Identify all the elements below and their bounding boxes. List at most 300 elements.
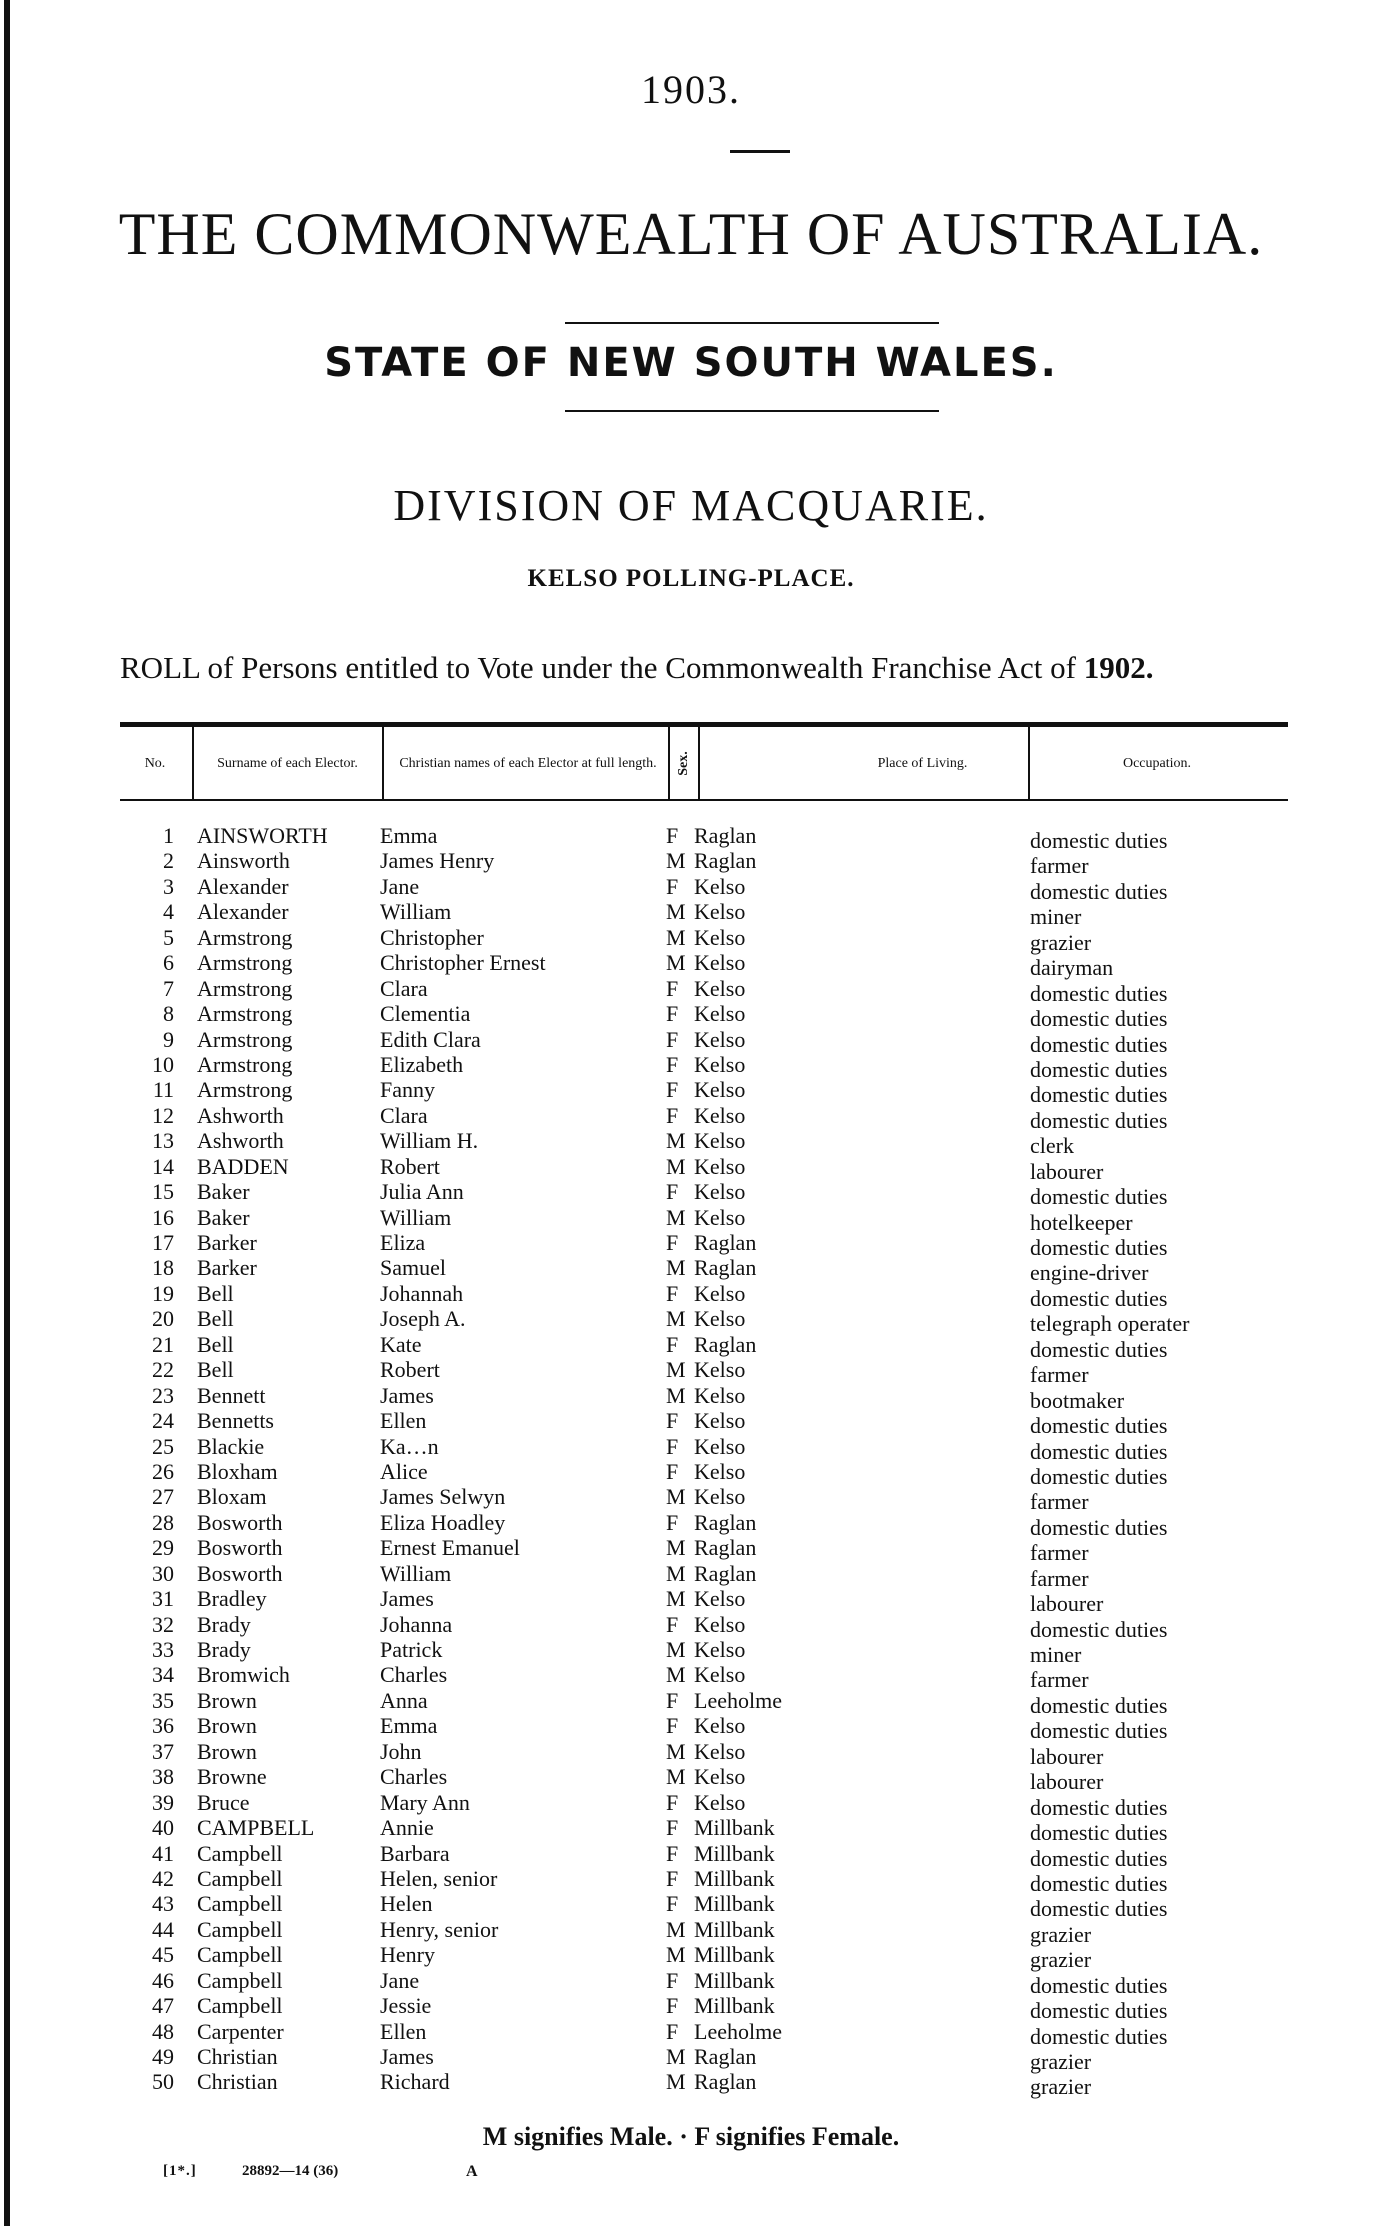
elector-number: 47 bbox=[152, 1993, 174, 2019]
table-row bbox=[0, 1764, 1382, 1795]
elector-number: 48 bbox=[152, 2018, 174, 2044]
elector-christian-names: Helen, senior bbox=[380, 1865, 498, 1891]
elector-occupation: domestic duties bbox=[1030, 1463, 1168, 1489]
elector-place-of-living: Kelso bbox=[694, 873, 746, 899]
elector-place-of-living: Kelso bbox=[694, 1586, 746, 1612]
elector-sex: M bbox=[666, 1382, 686, 1408]
elector-occupation: domestic duties bbox=[1030, 1998, 1168, 2024]
elector-surname: Bell bbox=[197, 1306, 234, 1332]
elector-occupation: labourer bbox=[1030, 1591, 1104, 1617]
elector-christian-names: Ellen bbox=[380, 2018, 427, 2044]
elector-place-of-living: Kelso bbox=[694, 1179, 746, 1205]
elector-number: 39 bbox=[152, 1789, 174, 1815]
elector-christian-names: Elizabeth bbox=[380, 1051, 464, 1077]
division-heading: DIVISION OF MACQUARIE. bbox=[393, 481, 989, 530]
elector-sex: F bbox=[666, 1230, 679, 1255]
elector-number: 13 bbox=[152, 1128, 174, 1154]
elector-surname: Brady bbox=[197, 1637, 251, 1662]
table-row bbox=[0, 1128, 1382, 1159]
elector-place-of-living: Kelso bbox=[694, 950, 746, 976]
year-dash bbox=[730, 150, 790, 153]
elector-occupation: domestic duties bbox=[1030, 1336, 1168, 1362]
elector-place-of-living: Millbank bbox=[694, 1891, 775, 1917]
elector-christian-names: Emma bbox=[380, 1713, 438, 1739]
elector-surname: Bennetts bbox=[197, 1408, 274, 1434]
roll-heading-year: 1902. bbox=[1083, 650, 1154, 685]
signature-mark: A bbox=[466, 2163, 478, 2180]
elector-place-of-living: Leeholme bbox=[694, 1687, 782, 1713]
elector-number: 7 bbox=[163, 975, 174, 1001]
elector-sex: M bbox=[666, 2044, 686, 2069]
elector-occupation: domestic duties bbox=[1030, 828, 1168, 853]
elector-surname: Alexander bbox=[197, 873, 289, 899]
title-rule-top bbox=[565, 322, 939, 324]
elector-number: 5 bbox=[163, 924, 174, 950]
elector-place-of-living: Kelso bbox=[694, 1102, 746, 1128]
elector-place-of-living: Raglan bbox=[694, 1230, 757, 1255]
elector-christian-names: James bbox=[380, 1382, 434, 1408]
elector-sex: F bbox=[666, 1993, 679, 2019]
elector-surname: Brown bbox=[197, 1687, 257, 1713]
table-row bbox=[0, 1942, 1382, 1973]
roll-heading-text: of Persons entitled to Vote under the Commonwealth Franchise Act of bbox=[207, 650, 1076, 685]
elector-occupation: dairyman bbox=[1030, 955, 1114, 981]
table-row bbox=[0, 1458, 1382, 1489]
elector-christian-names: Henry, senior bbox=[380, 1916, 499, 1942]
header-sex: Sex. bbox=[675, 750, 691, 776]
elector-number: 3 bbox=[163, 873, 174, 899]
elector-number: 22 bbox=[152, 1357, 174, 1383]
elector-number: 15 bbox=[152, 1179, 174, 1205]
elector-sex: F bbox=[666, 1458, 679, 1484]
table-row bbox=[0, 1408, 1382, 1439]
elector-place-of-living: Raglan bbox=[694, 1331, 757, 1357]
roll-heading-lead: ROLL bbox=[120, 650, 200, 685]
elector-place-of-living: Millbank bbox=[694, 1967, 775, 1993]
elector-number: 8 bbox=[163, 1001, 174, 1027]
elector-surname: Campbell bbox=[197, 1916, 283, 1942]
elector-surname: Bruce bbox=[197, 1789, 250, 1815]
elector-christian-names: James Henry bbox=[380, 848, 495, 874]
elector-sex: F bbox=[666, 1331, 679, 1357]
elector-surname: Campbell bbox=[197, 1891, 283, 1917]
elector-surname: Browne bbox=[197, 1764, 267, 1790]
table-row bbox=[0, 1560, 1382, 1591]
elector-sex: F bbox=[666, 1001, 679, 1027]
table-row bbox=[0, 1687, 1382, 1718]
elector-place-of-living: Kelso bbox=[694, 1357, 746, 1383]
elector-surname: Bromwich bbox=[197, 1662, 290, 1688]
elector-number: 36 bbox=[152, 1713, 174, 1739]
printer-code: 28892—14 (36) bbox=[242, 2163, 339, 2179]
table-row bbox=[0, 1713, 1382, 1744]
elector-surname: Baker bbox=[197, 1179, 250, 1205]
elector-sex: M bbox=[666, 1942, 686, 1968]
table-row bbox=[0, 1077, 1382, 1108]
document-year: 1903. bbox=[641, 67, 741, 112]
document-title: THE COMMONWEALTH OF AUSTRALIA. bbox=[118, 201, 1264, 267]
elector-number: 43 bbox=[152, 1891, 174, 1917]
elector-place-of-living: Kelso bbox=[694, 924, 746, 950]
elector-place-of-living: Kelso bbox=[694, 1637, 746, 1662]
elector-christian-names: Ellen bbox=[380, 1408, 427, 1434]
table-row bbox=[0, 1586, 1382, 1617]
elector-sex: M bbox=[666, 1153, 686, 1179]
elector-surname: Barker bbox=[197, 1255, 257, 1281]
elector-surname: Bennett bbox=[197, 1382, 266, 1408]
elector-occupation: domestic duties bbox=[1030, 1006, 1168, 1032]
elector-place-of-living: Kelso bbox=[694, 1484, 746, 1510]
elector-place-of-living: Millbank bbox=[694, 1942, 775, 1968]
elector-occupation: domestic duties bbox=[1030, 1413, 1168, 1439]
table-row bbox=[0, 1916, 1382, 1947]
elector-surname: Armstrong bbox=[197, 1026, 293, 1052]
elector-surname: Armstrong bbox=[197, 1077, 293, 1103]
elector-surname: Armstrong bbox=[197, 1051, 293, 1077]
table-row bbox=[0, 1535, 1382, 1566]
elector-sex: F bbox=[666, 1687, 679, 1713]
elector-sex: M bbox=[666, 1204, 686, 1230]
elector-surname: Bell bbox=[197, 1357, 234, 1383]
elector-occupation: domestic duties bbox=[1030, 878, 1168, 904]
elector-surname: Bosworth bbox=[197, 1560, 283, 1586]
elector-sex: F bbox=[666, 873, 679, 899]
elector-number: 25 bbox=[152, 1433, 174, 1459]
elector-place-of-living: Kelso bbox=[694, 1026, 746, 1052]
elector-occupation: clerk bbox=[1030, 1133, 1074, 1159]
elector-christian-names: Patrick bbox=[380, 1637, 443, 1662]
elector-rows bbox=[0, 823, 1382, 2100]
elector-number: 6 bbox=[163, 950, 174, 976]
elector-place-of-living: Raglan bbox=[694, 823, 757, 848]
elector-occupation: grazier bbox=[1030, 1947, 1092, 1973]
elector-number: 2 bbox=[163, 848, 174, 874]
elector-place-of-living: Kelso bbox=[694, 1611, 746, 1637]
table-row bbox=[0, 1993, 1382, 2024]
table-row bbox=[0, 1815, 1382, 1846]
elector-christian-names: Ka…n bbox=[380, 1433, 439, 1459]
elector-number: 31 bbox=[152, 1586, 174, 1612]
elector-surname: AINSWORTH bbox=[197, 823, 328, 848]
elector-place-of-living: Kelso bbox=[694, 1051, 746, 1077]
elector-christian-names: James bbox=[380, 1586, 434, 1612]
elector-christian-names: Joseph A. bbox=[380, 1306, 466, 1332]
elector-christian-names: Jessie bbox=[380, 1993, 432, 2019]
elector-christian-names: Fanny bbox=[380, 1077, 435, 1103]
table-row bbox=[0, 899, 1382, 930]
elector-place-of-living: Kelso bbox=[694, 1153, 746, 1179]
elector-surname: Alexander bbox=[197, 899, 289, 925]
elector-occupation: domestic duties bbox=[1030, 1718, 1168, 1744]
elector-christian-names: William bbox=[380, 899, 452, 925]
elector-surname: Campbell bbox=[197, 1840, 283, 1866]
elector-christian-names: Richard bbox=[380, 2069, 450, 2095]
elector-sex: F bbox=[666, 1433, 679, 1459]
elector-sex: M bbox=[666, 899, 686, 925]
elector-surname: Campbell bbox=[197, 1865, 283, 1891]
table-row bbox=[0, 1051, 1382, 1082]
table-row bbox=[0, 1331, 1382, 1362]
elector-sex: M bbox=[666, 2069, 686, 2095]
table-row bbox=[0, 1484, 1382, 1515]
elector-surname: Brady bbox=[197, 1611, 251, 1637]
elector-sex: F bbox=[666, 1840, 679, 1866]
elector-sex: M bbox=[666, 1535, 686, 1561]
elector-number: 28 bbox=[152, 1509, 174, 1535]
elector-place-of-living: Kelso bbox=[694, 1280, 746, 1306]
table-row bbox=[0, 1357, 1382, 1388]
elector-occupation: domestic duties bbox=[1030, 1896, 1168, 1922]
elector-occupation: farmer bbox=[1030, 1489, 1089, 1515]
header-place: Place of Living. bbox=[877, 755, 968, 771]
elector-number: 33 bbox=[152, 1637, 174, 1662]
elector-number: 10 bbox=[152, 1051, 174, 1077]
elector-number: 40 bbox=[152, 1815, 174, 1841]
elector-surname: Ashworth bbox=[197, 1102, 284, 1128]
elector-number: 41 bbox=[152, 1840, 174, 1866]
elector-surname: Campbell bbox=[197, 1993, 283, 2019]
table-row bbox=[0, 1865, 1382, 1896]
elector-place-of-living: Millbank bbox=[694, 1840, 775, 1866]
elector-place-of-living: Millbank bbox=[694, 1865, 775, 1891]
elector-occupation: farmer bbox=[1030, 1540, 1089, 1566]
elector-sex: M bbox=[666, 1484, 686, 1510]
roll-heading bbox=[120, 650, 1280, 686]
printer-mark: [1*.] bbox=[163, 2163, 197, 2179]
elector-occupation: labourer bbox=[1030, 1743, 1104, 1769]
elector-christian-names: William H. bbox=[380, 1128, 479, 1154]
elector-place-of-living: Kelso bbox=[694, 1128, 746, 1154]
elector-place-of-living: Kelso bbox=[694, 1764, 746, 1790]
elector-christian-names: William bbox=[380, 1204, 452, 1230]
elector-occupation: domestic duties bbox=[1030, 1616, 1168, 1642]
elector-surname: Bosworth bbox=[197, 1535, 283, 1561]
elector-place-of-living: Kelso bbox=[694, 1458, 746, 1484]
table-row bbox=[0, 1204, 1382, 1235]
table-row bbox=[0, 1509, 1382, 1540]
elector-place-of-living: Kelso bbox=[694, 1382, 746, 1408]
elector-occupation: domestic duties bbox=[1030, 1514, 1168, 1540]
elector-place-of-living: Raglan bbox=[694, 2044, 757, 2069]
elector-sex: F bbox=[666, 1891, 679, 1917]
elector-number: 20 bbox=[152, 1306, 174, 1332]
elector-occupation: domestic duties bbox=[1030, 1845, 1168, 1871]
elector-surname: Bradley bbox=[197, 1586, 267, 1612]
elector-christian-names: Annie bbox=[380, 1815, 434, 1841]
elector-number: 4 bbox=[163, 899, 174, 925]
table-row bbox=[0, 1001, 1382, 1032]
elector-sex: M bbox=[666, 1306, 686, 1332]
elector-place-of-living: Kelso bbox=[694, 1408, 746, 1434]
elector-sex: F bbox=[666, 1077, 679, 1103]
elector-place-of-living: Raglan bbox=[694, 1560, 757, 1586]
elector-sex: M bbox=[666, 1128, 686, 1154]
elector-sex: F bbox=[666, 823, 679, 848]
elector-christian-names: Clementia bbox=[380, 1001, 471, 1027]
elector-occupation: domestic duties bbox=[1030, 1794, 1168, 1820]
table-row bbox=[0, 1153, 1382, 1184]
elector-sex: M bbox=[666, 1586, 686, 1612]
elector-number: 27 bbox=[152, 1484, 174, 1510]
elector-place-of-living: Kelso bbox=[694, 1001, 746, 1027]
elector-christian-names: Kate bbox=[380, 1331, 422, 1357]
elector-place-of-living: Leeholme bbox=[694, 2018, 782, 2044]
elector-sex: F bbox=[666, 1713, 679, 1739]
table-row bbox=[0, 1789, 1382, 1820]
elector-occupation: domestic duties bbox=[1030, 980, 1168, 1006]
elector-number: 23 bbox=[152, 1382, 174, 1408]
elector-place-of-living: Kelso bbox=[694, 899, 746, 925]
elector-christian-names: Mary Ann bbox=[380, 1789, 470, 1815]
elector-sex: M bbox=[666, 1738, 686, 1764]
elector-number: 26 bbox=[152, 1458, 174, 1484]
elector-number: 24 bbox=[152, 1408, 174, 1434]
elector-surname: Bloxam bbox=[197, 1484, 267, 1510]
elector-surname: Brown bbox=[197, 1738, 257, 1764]
table-row bbox=[0, 1662, 1382, 1693]
elector-occupation: domestic duties bbox=[1030, 1107, 1168, 1133]
table-row bbox=[0, 2069, 1382, 2100]
elector-christian-names: Jane bbox=[380, 1967, 420, 1993]
elector-surname: Baker bbox=[197, 1204, 250, 1230]
elector-sex: F bbox=[666, 1102, 679, 1128]
elector-place-of-living: Kelso bbox=[694, 1738, 746, 1764]
table-row bbox=[0, 924, 1382, 955]
elector-number: 45 bbox=[152, 1942, 174, 1968]
elector-occupation: domestic duties bbox=[1030, 1031, 1168, 1057]
elector-surname: Armstrong bbox=[197, 924, 293, 950]
elector-sex: M bbox=[666, 1662, 686, 1688]
header-divider bbox=[192, 727, 194, 799]
elector-christian-names: James bbox=[380, 2044, 434, 2069]
elector-occupation: domestic duties bbox=[1030, 1820, 1168, 1846]
elector-christian-names: Christopher bbox=[380, 924, 484, 950]
elector-christian-names: Samuel bbox=[380, 1255, 446, 1281]
elector-christian-names: Charles bbox=[380, 1662, 448, 1688]
elector-christian-names: Eliza Hoadley bbox=[380, 1509, 506, 1535]
table-row bbox=[0, 1738, 1382, 1769]
elector-occupation: telegraph operater bbox=[1030, 1311, 1190, 1337]
elector-christian-names: Emma bbox=[380, 823, 438, 848]
table-row bbox=[0, 1637, 1382, 1667]
elector-surname: Barker bbox=[197, 1230, 257, 1255]
elector-sex: M bbox=[666, 1637, 686, 1662]
table-row bbox=[0, 1840, 1382, 1871]
title-rule-bottom bbox=[565, 410, 939, 412]
elector-occupation: domestic duties bbox=[1030, 2023, 1168, 2049]
table-row bbox=[0, 848, 1382, 879]
table-row bbox=[0, 1026, 1382, 1057]
elector-occupation: farmer bbox=[1030, 853, 1089, 879]
elector-occupation: labourer bbox=[1030, 1769, 1104, 1795]
elector-number: 29 bbox=[152, 1535, 174, 1561]
elector-christian-names: Johannah bbox=[380, 1280, 464, 1306]
table-row bbox=[0, 1611, 1382, 1642]
elector-sex: M bbox=[666, 848, 686, 874]
elector-number: 37 bbox=[152, 1738, 174, 1764]
elector-occupation: farmer bbox=[1030, 1565, 1089, 1591]
elector-number: 12 bbox=[152, 1102, 174, 1128]
elector-place-of-living: Raglan bbox=[694, 1535, 757, 1561]
elector-occupation: domestic duties bbox=[1030, 1285, 1168, 1311]
state-heading: STATE OF NEW SOUTH WALES. bbox=[324, 340, 1058, 386]
elector-occupation: grazier bbox=[1030, 1921, 1092, 1947]
elector-occupation: domestic duties bbox=[1030, 1082, 1168, 1108]
elector-christian-names: Edith Clara bbox=[380, 1026, 481, 1052]
elector-sex: F bbox=[666, 1408, 679, 1434]
elector-place-of-living: Kelso bbox=[694, 975, 746, 1001]
elector-place-of-living: Millbank bbox=[694, 1916, 775, 1942]
table-row bbox=[0, 975, 1382, 1006]
elector-number: 44 bbox=[152, 1916, 174, 1942]
table-row bbox=[0, 2044, 1382, 2074]
table-row bbox=[0, 823, 1382, 853]
elector-occupation: grazier bbox=[1030, 929, 1092, 955]
elector-christian-names: Johanna bbox=[380, 1611, 453, 1637]
elector-place-of-living: Kelso bbox=[694, 1789, 746, 1815]
table-row bbox=[0, 1280, 1382, 1311]
elector-occupation: domestic duties bbox=[1030, 1692, 1168, 1718]
elector-sex: M bbox=[666, 1916, 686, 1942]
elector-occupation: domestic duties bbox=[1030, 1438, 1168, 1464]
elector-number: 30 bbox=[152, 1560, 174, 1586]
elector-christian-names: Clara bbox=[380, 1102, 428, 1128]
elector-christian-names: Clara bbox=[380, 975, 428, 1001]
elector-christian-names: Anna bbox=[380, 1687, 428, 1713]
elector-occupation: grazier bbox=[1030, 2049, 1092, 2074]
elector-occupation: farmer bbox=[1030, 1362, 1089, 1388]
elector-christian-names: John bbox=[380, 1738, 422, 1764]
elector-surname: BADDEN bbox=[197, 1153, 289, 1179]
elector-number: 18 bbox=[152, 1255, 174, 1281]
header-divider bbox=[1028, 727, 1030, 799]
elector-christian-names: Eliza bbox=[380, 1230, 426, 1255]
elector-surname: Campbell bbox=[197, 1942, 283, 1968]
elector-surname: Bosworth bbox=[197, 1509, 283, 1535]
elector-surname: Carpenter bbox=[197, 2018, 284, 2044]
elector-christian-names: Charles bbox=[380, 1764, 448, 1790]
elector-sex: F bbox=[666, 1789, 679, 1815]
elector-number: 38 bbox=[152, 1764, 174, 1790]
elector-number: 17 bbox=[152, 1230, 174, 1255]
elector-surname: CAMPBELL bbox=[197, 1815, 315, 1841]
elector-sex: F bbox=[666, 1179, 679, 1205]
elector-place-of-living: Kelso bbox=[694, 1077, 746, 1103]
table-row bbox=[0, 2018, 1382, 2049]
table-row bbox=[0, 1179, 1382, 1210]
table-row bbox=[0, 1255, 1382, 1286]
elector-occupation: engine-driver bbox=[1030, 1260, 1149, 1286]
elector-christian-names: Jane bbox=[380, 873, 420, 899]
elector-surname: Bell bbox=[197, 1331, 234, 1357]
table-row bbox=[0, 1891, 1382, 1922]
elector-surname: Bell bbox=[197, 1280, 234, 1306]
elector-surname: Christian bbox=[197, 2044, 278, 2069]
elector-sex: F bbox=[666, 975, 679, 1001]
table-row bbox=[0, 1382, 1382, 1413]
elector-sex: F bbox=[666, 1509, 679, 1535]
elector-place-of-living: Raglan bbox=[694, 1255, 757, 1281]
elector-occupation: farmer bbox=[1030, 1667, 1089, 1693]
sex-legend-footnote: M signifies Male. · F signifies Female. bbox=[482, 2122, 900, 2151]
elector-sex: F bbox=[666, 1611, 679, 1637]
elector-surname: Armstrong bbox=[197, 950, 293, 976]
elector-place-of-living: Kelso bbox=[694, 1713, 746, 1739]
table-row bbox=[0, 1306, 1382, 1337]
elector-place-of-living: Millbank bbox=[694, 1993, 775, 2019]
elector-number: 1 bbox=[163, 823, 174, 848]
elector-occupation: domestic duties bbox=[1030, 1184, 1168, 1210]
